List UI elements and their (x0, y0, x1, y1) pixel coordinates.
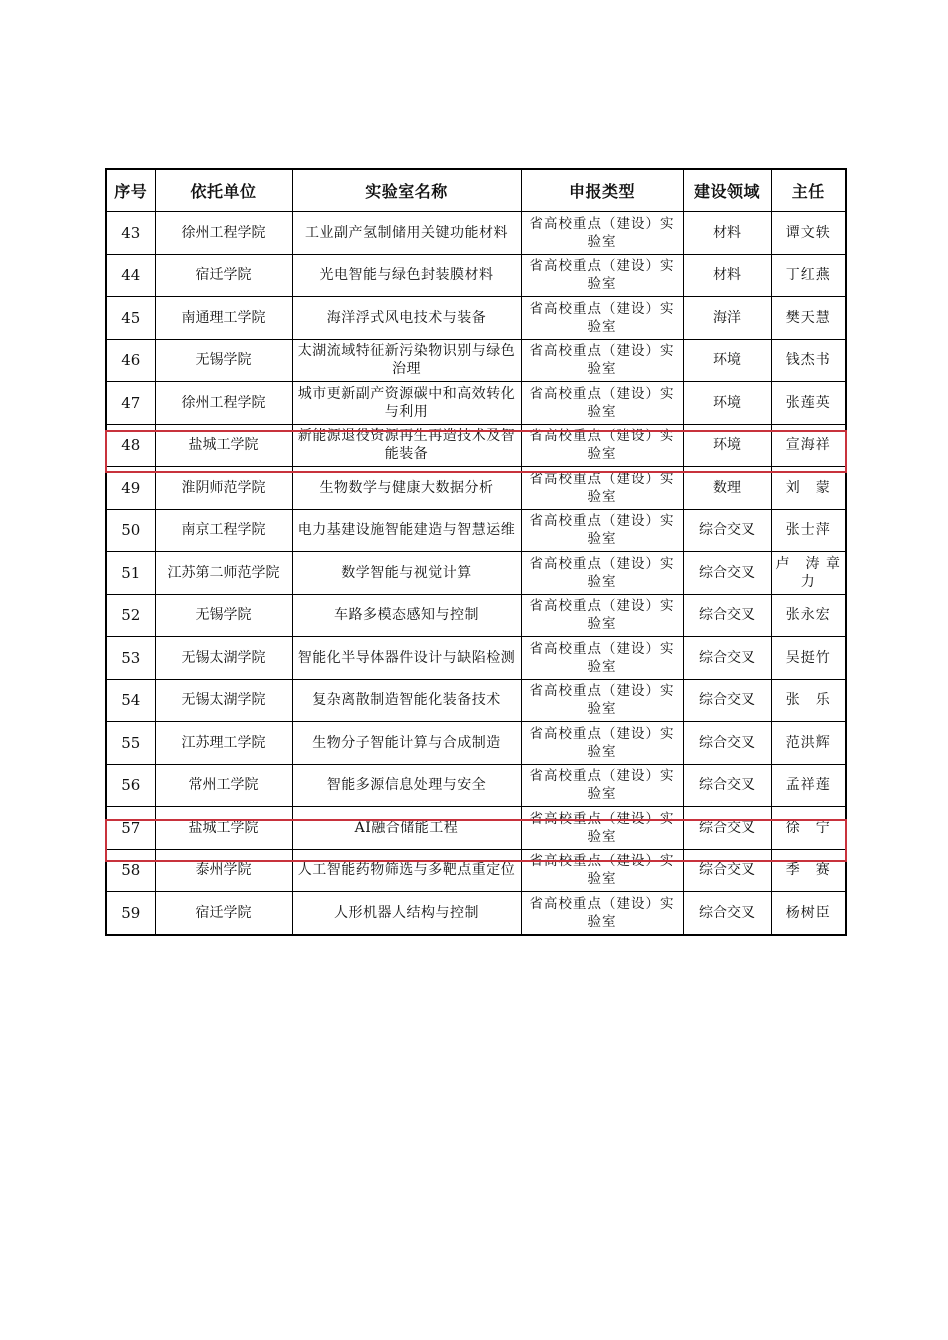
row-field: 数理 (683, 467, 771, 510)
header-director: 主任 (771, 169, 846, 212)
row-number: 55 (106, 722, 155, 765)
row-director: 刘 蒙 (771, 467, 846, 510)
row-director: 张士萍 (771, 509, 846, 552)
row-lab-name: 智能多源信息处理与安全 (292, 764, 521, 807)
table-row (106, 892, 846, 935)
row-lab-name: 工业副产氢制储用关键功能材料 (292, 212, 521, 255)
row-field: 综合交叉 (683, 679, 771, 722)
row-type: 省高校重点（建设）实验室 (521, 807, 683, 850)
row-number: 52 (106, 594, 155, 637)
header-no: 序号 (106, 169, 155, 212)
row-director: 钱杰书 (771, 339, 846, 382)
row-unit: 徐州工程学院 (155, 382, 292, 425)
row-type: 省高校重点（建设）实验室 (521, 637, 683, 680)
row-field: 海洋 (683, 297, 771, 340)
table-row (106, 849, 846, 892)
row-lab-name: 新能源退役资源再生再造技术及智能装备 (292, 424, 521, 467)
row-director: 张 乐 (771, 679, 846, 722)
row-unit: 无锡学院 (155, 594, 292, 637)
row-field: 综合交叉 (683, 849, 771, 892)
row-director: 杨树臣 (771, 892, 846, 935)
row-lab-name: 海洋浮式风电技术与装备 (292, 297, 521, 340)
row-unit: 江苏理工学院 (155, 722, 292, 765)
header-unit: 依托单位 (155, 169, 292, 212)
row-lab-name: 生物分子智能计算与合成制造 (292, 722, 521, 765)
row-field: 综合交叉 (683, 892, 771, 935)
row-director: 季 赛 (771, 849, 846, 892)
row-number: 43 (106, 212, 155, 255)
row-number: 53 (106, 637, 155, 680)
row-field: 综合交叉 (683, 807, 771, 850)
row-director: 吴挺竹 (771, 637, 846, 680)
row-field: 环境 (683, 382, 771, 425)
row-type: 省高校重点（建设）实验室 (521, 254, 683, 297)
row-type: 省高校重点（建设）实验室 (521, 892, 683, 935)
row-number: 58 (106, 849, 155, 892)
row-unit: 淮阴师范学院 (155, 467, 292, 510)
row-number: 46 (106, 339, 155, 382)
row-number: 45 (106, 297, 155, 340)
row-field: 环境 (683, 339, 771, 382)
row-director: 宣海祥 (771, 424, 846, 467)
row-unit: 泰州学院 (155, 849, 292, 892)
row-director: 孟祥莲 (771, 764, 846, 807)
row-field: 材料 (683, 212, 771, 255)
row-number: 59 (106, 892, 155, 935)
row-unit: 无锡太湖学院 (155, 637, 292, 680)
row-lab-name: 人形机器人结构与控制 (292, 892, 521, 935)
table-row (106, 424, 846, 467)
row-number: 47 (106, 382, 155, 425)
row-lab-name: 人工智能药物筛选与多靶点重定位 (292, 849, 521, 892)
row-field: 综合交叉 (683, 594, 771, 637)
row-unit: 宿迁学院 (155, 254, 292, 297)
row-number: 49 (106, 467, 155, 510)
row-lab-name: 电力基建设施智能建造与智慧运维 (292, 509, 521, 552)
row-type: 省高校重点（建设）实验室 (521, 594, 683, 637)
table-row (106, 254, 846, 297)
row-lab-name: 光电智能与绿色封装膜材料 (292, 254, 521, 297)
row-type: 省高校重点（建设）实验室 (521, 212, 683, 255)
row-lab-name: 数学智能与视觉计算 (292, 552, 521, 595)
row-lab-name: 车路多模态感知与控制 (292, 594, 521, 637)
row-number: 50 (106, 509, 155, 552)
row-unit: 南通理工学院 (155, 297, 292, 340)
header-field: 建设领域 (683, 169, 771, 212)
row-field: 综合交叉 (683, 509, 771, 552)
row-type: 省高校重点（建设）实验室 (521, 509, 683, 552)
header-lab-name: 实验室名称 (292, 169, 521, 212)
row-director: 徐 宁 (771, 807, 846, 850)
row-type: 省高校重点（建设）实验室 (521, 424, 683, 467)
table-row (106, 552, 846, 595)
row-type: 省高校重点（建设）实验室 (521, 722, 683, 765)
row-director: 樊天慧 (771, 297, 846, 340)
row-type: 省高校重点（建设）实验室 (521, 382, 683, 425)
row-unit: 南京工程学院 (155, 509, 292, 552)
row-unit: 常州工学院 (155, 764, 292, 807)
row-number: 54 (106, 679, 155, 722)
row-unit: 宿迁学院 (155, 892, 292, 935)
row-director: 张永宏 (771, 594, 846, 637)
row-number: 57 (106, 807, 155, 850)
table-row (106, 764, 846, 807)
row-type: 省高校重点（建设）实验室 (521, 764, 683, 807)
table-row (106, 509, 846, 552)
table-row (106, 339, 846, 382)
table-header-row (106, 169, 846, 212)
row-unit: 无锡学院 (155, 339, 292, 382)
table-row (106, 637, 846, 680)
table-row (106, 722, 846, 765)
row-director: 卢 涛 章 力 (771, 552, 846, 595)
row-director: 张莲英 (771, 382, 846, 425)
table-row (106, 679, 846, 722)
table-row (106, 467, 846, 510)
row-field: 综合交叉 (683, 722, 771, 765)
row-lab-name: 太湖流域特征新污染物识别与绿色治理 (292, 339, 521, 382)
row-type: 省高校重点（建设）实验室 (521, 552, 683, 595)
row-director: 丁红燕 (771, 254, 846, 297)
row-director: 谭文轶 (771, 212, 846, 255)
row-number: 44 (106, 254, 155, 297)
row-type: 省高校重点（建设）实验室 (521, 679, 683, 722)
row-field: 综合交叉 (683, 764, 771, 807)
row-type: 省高校重点（建设）实验室 (521, 467, 683, 510)
row-field: 综合交叉 (683, 637, 771, 680)
row-number: 51 (106, 552, 155, 595)
row-unit: 无锡太湖学院 (155, 679, 292, 722)
row-lab-name: 城市更新副产资源碳中和高效转化与利用 (292, 382, 521, 425)
row-unit: 盐城工学院 (155, 424, 292, 467)
table-row (106, 297, 846, 340)
row-lab-name: 生物数学与健康大数据分析 (292, 467, 521, 510)
table-row (106, 382, 846, 425)
row-type: 省高校重点（建设）实验室 (521, 849, 683, 892)
table-row (106, 807, 846, 850)
row-director: 范洪辉 (771, 722, 846, 765)
row-number: 56 (106, 764, 155, 807)
table-row (106, 594, 846, 637)
row-unit: 江苏第二师范学院 (155, 552, 292, 595)
row-unit: 徐州工程学院 (155, 212, 292, 255)
row-field: 环境 (683, 424, 771, 467)
row-lab-name: AI融合储能工程 (292, 807, 521, 850)
row-lab-name: 智能化半导体器件设计与缺陷检测 (292, 637, 521, 680)
lab-list-table (105, 168, 856, 936)
row-type: 省高校重点（建设）实验室 (521, 297, 683, 340)
row-field: 综合交叉 (683, 552, 771, 595)
row-unit: 盐城工学院 (155, 807, 292, 850)
header-type: 申报类型 (521, 169, 683, 212)
table-row (106, 212, 846, 255)
row-lab-name: 复杂离散制造智能化装备技术 (292, 679, 521, 722)
row-type: 省高校重点（建设）实验室 (521, 339, 683, 382)
row-number: 48 (106, 424, 155, 467)
row-field: 材料 (683, 254, 771, 297)
